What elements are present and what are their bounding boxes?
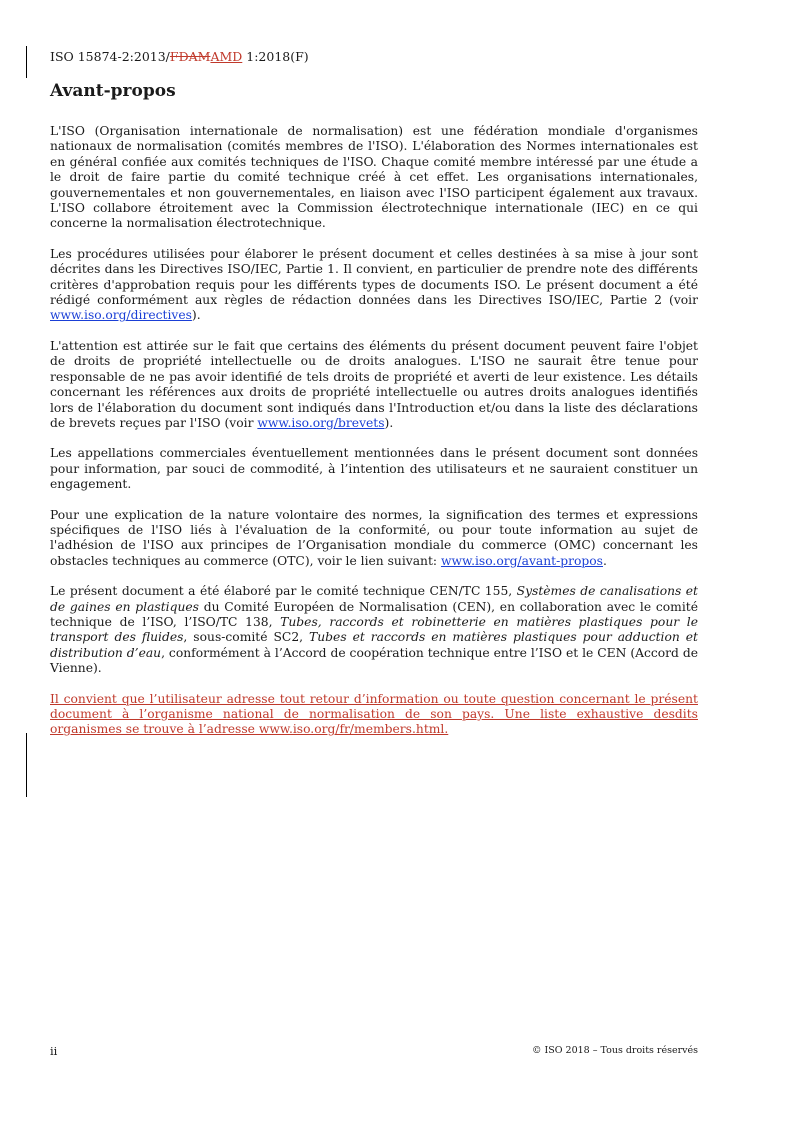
paragraph-5-text: Pour une explication de la nature volontaire des normes, la signification des termes et expressions spécifiques de l'ISO liés à l'évaluation de la conformité, ou pour toute information au sujet de l'adhésion de l'ISO aux principes de l’Organisation mondiale du commerce (OMC) concernant les obstacles techniques au commerce (OTC), voir le lien suivant: [50, 507, 698, 568]
paragraph-2 [50, 247, 698, 324]
paragraph-2-end: ). [191, 308, 201, 323]
doc-id-suffix: 1:2018(F) [242, 49, 309, 64]
paragraph-5 [50, 508, 698, 570]
paragraph-6-tc-title: Tubes, raccords et robinetterie en matières plastiques pour le transport des fluides [50, 614, 698, 645]
paragraph-6-sc-title: Tubes et raccords en matières plastiques pour adduction et distribution d’eau [50, 630, 698, 660]
directives-link[interactable]: www.iso.org/directives [50, 308, 192, 323]
paragraph-6 [50, 584, 698, 676]
inserted-text: AMD [210, 49, 243, 64]
document-identifier [50, 49, 309, 64]
paragraph-6-part-a: Le présent document a été élaboré par le comité technique CEN/TC 155, [50, 584, 517, 599]
paragraph-6-part-e: , sous-comité SC2, [183, 630, 310, 645]
change-bar-header [26, 46, 27, 78]
paragraph-3-text: L'attention est attirée sur le fait que certains des éléments du présent document peuvent faire l'objet de droits de propriété intellectuelle ou de droits analogues. L'ISO ne saurait être tenue pour responsable de ne pas avoir identifié de tels droits de propriété et averti de leur existence. Les détails concernant les références aux droits de propriété intellectuelle ou autres droits analogues identifiés lors de l'élaboration du document sont indiqués dans l'Introduction et/ou dans la liste des déclarations de brevets reçues par l'ISO (voir [50, 338, 698, 430]
paragraph-4: Les appellations commerciales éventuellement mentionnées dans le présent document sont données pour information, par souci de commodité, à l’intention des utilisateurs et ne sauraient constituer un engagement. [50, 446, 698, 492]
deleted-text: FDAM [169, 49, 211, 64]
paragraph-2-text: Les procédures utilisées pour élaborer le présent document et celles destinées à sa mise à jour sont décrites dans les Directives ISO/IEC, Partie 1. Il convient, en particulier de prendre note des différents critères d'approbation requis pour les différents types de documents ISO. Le présent document a été rédigé conformément aux règles de rédaction données dans les Directives ISO/IEC, Partie 2 (voir [50, 246, 698, 308]
paragraph-1: L'ISO (Organisation internationale de normalisation) est une fédération mondiale d'organismes nationaux de normalisation (comités membres de l'ISO). L'élaboration des Normes internationales est en général confiée aux comités techniques de l'ISO. Chaque comité membre intéressé par une étude a le droit de faire partie du comité technique créé à cet effet. Les organisations internationales, gouvernementales et non gouvernementales, en liaison avec l'ISO participent également aux travaux. L'ISO collabore étroitement avec la Commission électrotechnique internationale (IEC) en ce qui concerne la normalisation électrotechnique. [50, 124, 698, 231]
revision-paragraph: Il convient que l’utilisateur adresse tout retour d’information ou toute question concernant le présent document à l’organisme national de normalisation de son pays. Une liste exhaustive desdits organismes se trouve à l’adresse www.iso.org/fr/members.html. [50, 691, 698, 737]
paragraph-3-end: ). [384, 415, 394, 430]
paragraph-3 [50, 339, 698, 431]
paragraph-6-part-g: , conformément à l’Accord de coopération technique entre l’ISO et le CEN (Accord de Vienne). [50, 645, 698, 676]
avant-propos-link[interactable]: www.iso.org/avant-propos [440, 553, 603, 568]
page-number: ii [50, 1044, 58, 1058]
brevets-link[interactable]: www.iso.org/brevets [257, 415, 385, 430]
foreword-body [50, 124, 698, 753]
paragraph-6-part-c: du Comité Européen de Normalisation (CEN), en collaboration avec le comité technique de l’ISO, l’ISO/TC 138, [50, 599, 698, 629]
change-bar-revision [26, 733, 27, 797]
copyright-notice: © ISO 2018 – Tous droits réservés [531, 1045, 698, 1056]
doc-id-prefix: ISO 15874-2:2013/ [50, 49, 170, 64]
page-title: Avant-propos [50, 81, 176, 101]
paragraph-5-end: . [603, 553, 607, 568]
paragraph-6-committee-title: Systèmes de canalisations et de gaines en plastiques [50, 584, 698, 614]
